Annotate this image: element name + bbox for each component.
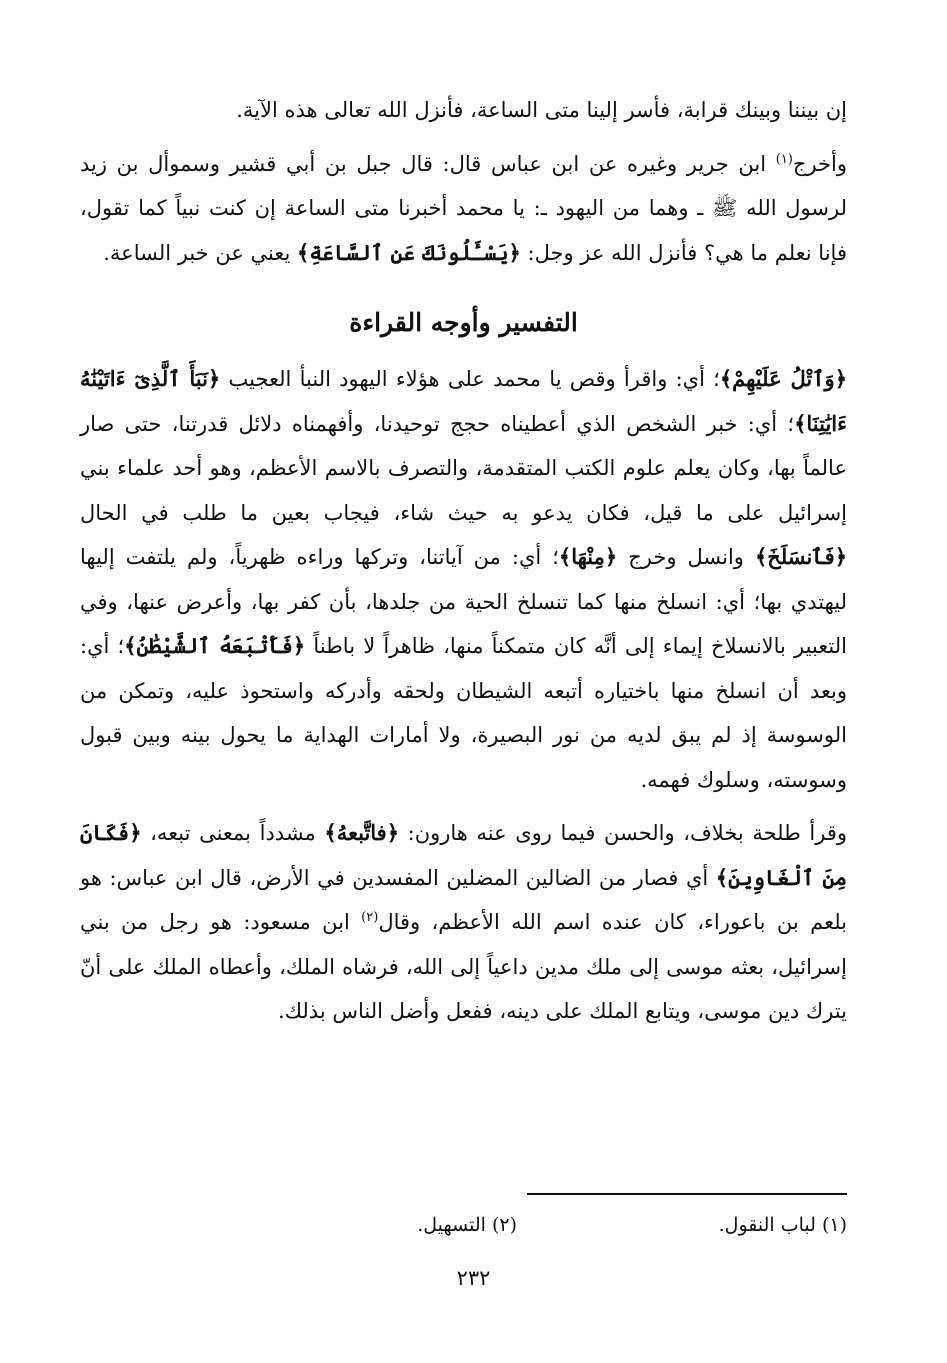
quran-quote: ﴿نَبَأَ ٱلَّذِىٓ ءَاتَيْنَٰهُ ءَايَٰتِنَا﴾ <box>80 366 847 436</box>
quran-quote: ﴿وَٱتْلُ عَلَيْهِمْ﴾ <box>719 366 847 391</box>
paragraph-1-text: إن بيننا وبينك قرابة، فأسر إلينا متى الساعة، فأنزل الله تعالى هذه الآية. <box>236 98 847 122</box>
quran-quote: ﴿فَكَانَ مِنَ ٱلْغَاوِينَ﴾ <box>80 820 848 890</box>
paragraph-2 <box>80 142 847 276</box>
page-body <box>80 88 847 1034</box>
paragraph-4 <box>80 811 847 1034</box>
paragraph-2-text-a: وأخرج <box>792 151 847 176</box>
quran-quote: ﴿فاتَّبعهُ﴾ <box>324 820 400 845</box>
paragraph-3 <box>80 357 847 802</box>
paragraph-1 <box>80 88 847 133</box>
paragraph-3-text-c: وانسل وخرج <box>617 545 755 569</box>
quran-quote: ﴿يَسْـَٔلُونَكَ عَنِ ٱلسَّاعَةِ﴾ <box>297 239 521 265</box>
quran-quote: ﴿فَأَتْبَعَهُ ٱلشَّيْطَٰنُ﴾ <box>124 633 306 658</box>
paragraph-4-text-b: مشدداً بمعنى تبعه، <box>141 821 325 845</box>
paragraph-3-text-a: ؛ أي: واقرأ وقص يا محمد على هؤلاء اليهود النبأ العجيب <box>220 367 720 391</box>
paragraph-4-text-c: أي فصار من الضالين المضلين المفسدين في الأرض، قال ابن عباس: هو بلعم بن باعوراء، كان عنده اسم الله الأعظم، وقال <box>80 865 847 934</box>
paragraph-2-text-b: ابن جرير وغيره عن ابن عباس قال: قال جبل بن أبي قشير وسموأل بن زيد لرسول الله ﷺ ـ وهما من اليهود ـ: يا محمد أخبرنا متى الساعة إن كنت نبياً كما تقول، فإنا نعلم ما هي؟ فأنزل الله عز وجل: <box>80 151 847 265</box>
quran-quote: ﴿فَٱنسَلَخَ﴾ <box>754 544 847 569</box>
paragraph-3-text-e: ؛ أي: وبعد أن انسلخ منها باختياره أتبعه الشيطان ولحقه وأدركه واستحوذ عليه، وتمكن من الوسوسة إذ لم يبق لديه من نور البصيرة، ولا أمارات الهداية ما يحول بينه وبين قبول وسوسته، وسلوك فهمه. <box>80 634 847 792</box>
footnote-ref-2[interactable]: (٢) <box>361 910 379 925</box>
paragraph-2-text-c: يعني عن خبر الساعة. <box>103 240 298 265</box>
quran-quote: ﴿مِنْهَا﴾ <box>558 544 618 569</box>
paragraph-3-text-b: ؛ أي: خبر الشخص الذي أعطيناه حجج توحيدنا، وأفهمناه دلائل قدرتنا، حتى صار عالماً بها، وكان يعلم علوم الكتب المتقدمة، والتصرف بالاسم الأعظم، وهو أحد علماء بني إسرائيل على ما قيل، فكان يدعو به حيث شاء، فيجاب بعين ما طلب في الحال <box>80 411 847 525</box>
footnote-2: (٢) التسهيل. <box>417 1214 517 1236</box>
page-number: ٢٣٢ <box>456 1266 491 1290</box>
paragraph-4-text-d: ابن مسعود: هو رجل من بني إسرائيل، بعثه موسى إلى ملك مدين داعياً إلى الله، فرشاه الملك، وأعطاه الملك على أنّ يترك دين موسى، ويتابع الملك على دينه، ففعل وأضل الناس بذلك. <box>80 910 847 1023</box>
paragraph-3-text-d: ؛ أي: من آياتنا، وتركها وراءه ظهرياً، ولم يلتفت إليها ليهتدي بها؛ أي: انسلخ منها كما تنسلخ الحية من جلدها، بأن كفر بها، وأعرض عنها، وفي التعبير بالانسلاخ إيماء إلى أنَّه كان متمكناً منها، ظاهراً لا باطناً <box>80 545 847 658</box>
footnote-divider <box>527 1193 847 1195</box>
footnote-ref-1[interactable]: (١) <box>775 151 793 167</box>
section-heading: التفسير وأوجه القراءة <box>349 308 578 337</box>
paragraph-4-text-a: وقرأ طلحة بخلاف، والحسن فيما روى عنه هارون: <box>399 821 847 845</box>
footnote-1: (١) لباب النقول. <box>718 1214 847 1236</box>
